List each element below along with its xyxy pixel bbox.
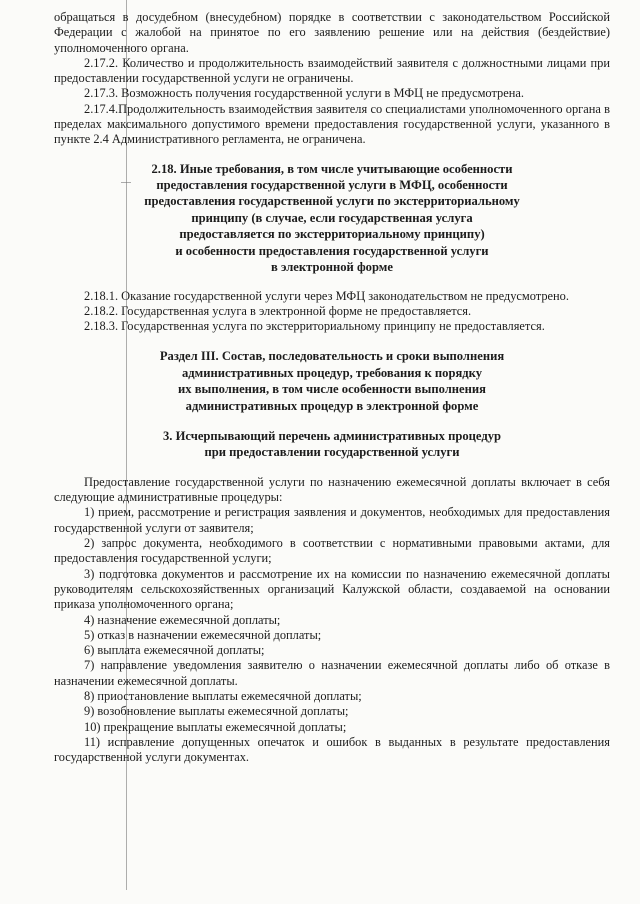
heading-section-3-line: административных процедур, требования к порядку [181,365,483,380]
heading-section-3-line: их выполнения, в том числе особенности выполнения [178,382,486,397]
heading-section-3 [54,348,610,414]
heading-3 [54,428,610,461]
list-item-procedure: 10) прекращение выплаты ежемесячной доплаты; [84,719,347,734]
paragraph-2-17-2: 2.17.2. Количество и продолжительность взаимодействий заявителя с должностными лицами при предоставлении государственной услуги не ограничены. [54,55,610,86]
heading-2-18-line: и особенности предоставления государственной услуги [175,243,489,258]
list-item-procedure: 2) запрос документа, необходимого в соответствии с нормативными правовыми актами, для предоставления государственной услуги; [54,536,610,566]
list-item-procedure: 4) назначение ежемесячной доплаты; [84,612,281,627]
list-item-procedure: 3) подготовка документов и рассмотрение их на комиссии по назначению ежемесячной доплаты руководителям сельскохозяйственных организаций Калужской области, создаваемой на основании приказа уполномоченного органа; [54,566,610,612]
list-item-procedure: 8) приостановление выплаты ежемесячной доплаты; [84,689,362,703]
paragraph-2-18-2: 2.18.2. Государственная услуга в электронной форме не предоставляется. [84,303,472,318]
heading-section-3-line: административных процедур в электронной форме [185,398,479,413]
heading-2-18-line: предоставления государственной услуги в МФЦ, особенности [156,178,508,193]
list-item-procedure: 5) отказ в назначении ежемесячной доплаты; [84,627,322,642]
heading-3-line: при предоставлении государственной услуги [204,445,460,460]
heading-2-18 [54,161,610,276]
list-item-procedure: 11) исправление допущенных опечаток и ошибок в выданных в результате предоставления государственной услуги документах. [54,734,610,765]
heading-2-18-line: 2.18. Иные требования, в том числе учитывающие особенности [151,161,513,176]
heading-2-18-line: принципу (в случае, если государственная услуга [191,210,473,225]
heading-3-line: 3. Исчерпывающий перечень административных процедур [162,429,501,444]
list-item-procedure: 7) направление уведомления заявителю о назначении ежемесячной доплаты либо об отказе в назначении ежемесячной доплаты. [54,658,610,688]
paragraph-2-17-1-continuation: обращаться в досудебном (внесудебном) порядке в соответствии с законодательством Российской Федерации с жалобой на принятое по его заявлению решение или на действия (бездействие) уполномоченного органа. [54,10,610,55]
heading-2-18-line: предоставляется по экстерриториальному принципу) [179,227,485,242]
paragraph-3-intro: Предоставление государственной услуги по назначению ежемесячной доплаты включает в себя следующие административные процедуры: [54,474,610,505]
list-item-procedure: 9) возобновление выплаты ежемесячной доплаты; [84,704,349,719]
paragraph-2-17-4: 2.17.4.Продолжительность взаимодействия заявителя со специалистами уполномоченного органа в пределах максимального допустимого времени предоставления государственной услуги, указанного в пункте 2.4 Административного регламента, не ограничена. [54,101,610,147]
list-item-procedure: 1) прием, рассмотрение и регистрация заявления и документов, необходимых для предоставления государственной услуги от заявителя; [54,505,610,535]
paragraph-2-18-1: 2.18.1. Оказание государственной услуги через МФЦ законодательством не предусмотрено. [84,288,569,303]
paragraph-2-18-3: 2.18.3. Государственная услуга по экстерриториальному принципу не предоставляется. [84,319,545,334]
heading-2-18-line: предоставления государственной услуги по экстерриториальному [144,194,520,209]
heading-section-3-line: Раздел III. Состав, последовательность и сроки выполнения [159,349,505,364]
list-item-procedure: 6) выплата ежемесячной доплаты; [84,643,265,658]
paragraph-2-17-3: 2.17.3. Возможность получения государственной услуги в МФЦ не предусмотрена. [84,86,524,101]
heading-2-18-line: в электронной форме [271,260,393,275]
document-page [54,10,610,765]
